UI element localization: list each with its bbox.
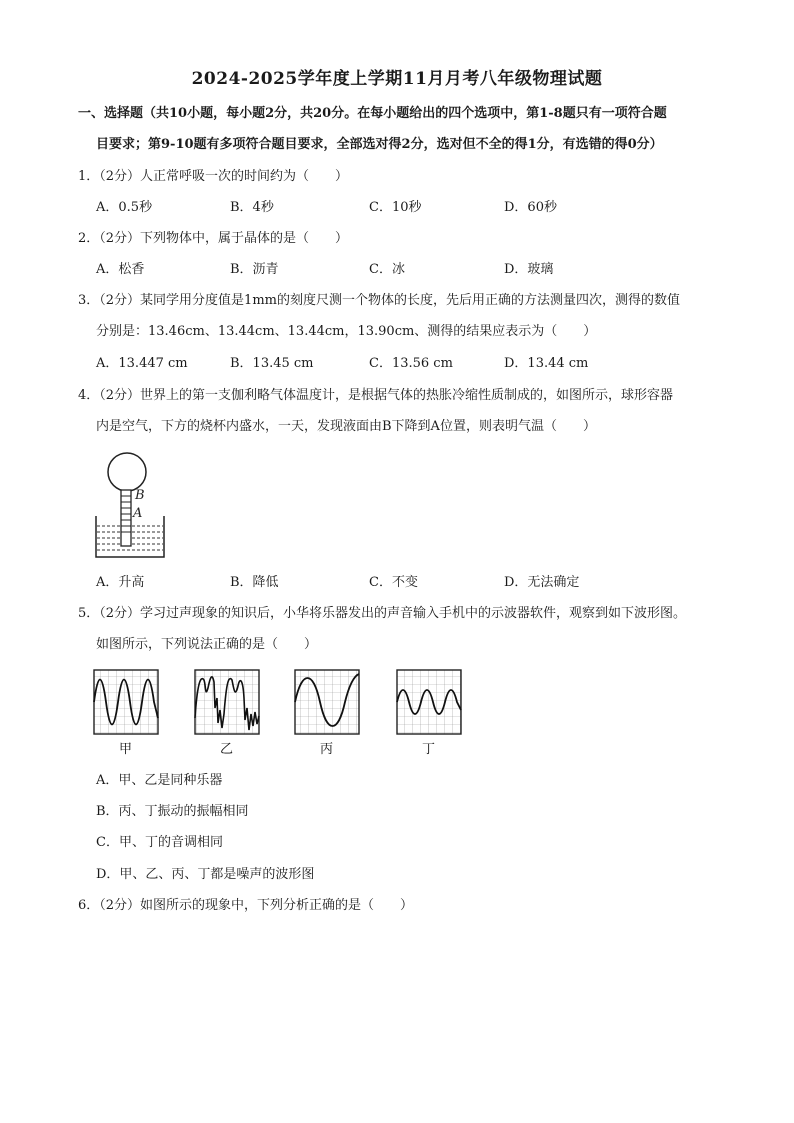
waveform-label-bing: 丙 [320, 742, 334, 757]
section-instructions-line2: 目要求；第9-10题有多项符合题目要求，全部选对得2分，选对但不全的得1分，有选错的得0分） [96, 137, 663, 152]
question-2-stem: 2．（2分）下列物体中，属于晶体的是（ ） [78, 231, 349, 246]
waveform-jia [94, 670, 158, 734]
question-4-option-d: D．无法确定 [504, 575, 580, 590]
question-1-option-b: B．4秒 [230, 200, 274, 215]
glass-tube [121, 490, 131, 546]
question-1-stem: 1．（2分）人正常呼吸一次的时间约为（ ） [78, 169, 349, 184]
question-5-option-b: B．丙、丁振动的振幅相同 [96, 804, 249, 819]
question-5-stem-line1: 5．（2分）学习过声现象的知识后，小华将乐器发出的声音输入手机中的示波器软件，观察到如下波形图。 [78, 606, 687, 621]
waveform-yi [195, 670, 259, 734]
question-4-option-a: A．升高 [96, 575, 145, 590]
question-3-option-c: C．13.56 cm [369, 356, 453, 371]
question-6-stem: 6．（2分）如图所示的现象中，下列分析正确的是（ ） [78, 898, 414, 913]
waveform-label-yi: 乙 [220, 742, 234, 757]
question-1-option-c: C．10秒 [369, 200, 422, 215]
question-1-option-d: D．60秒 [504, 200, 557, 215]
section-instructions-line1: 一、选择题（共10小题，每小题2分，共20分。在每小题给出的四个选项中，第1-8题只有一项符合题 [78, 106, 667, 121]
question-3-stem-line2: 分别是：13.46cm、13.44cm、13.44cm，13.90cm、测得的结果应表示为（ ） [96, 324, 597, 339]
question-5-option-c: C．甲、丁的音调相同 [96, 835, 223, 850]
question-3-option-a: A．13.447 cm [96, 356, 188, 371]
question-5-option-a: A．甲、乙是同种乐器 [96, 773, 223, 788]
question-4-stem-line1: 4．（2分）世界上的第一支伽利略气体温度计，是根据气体的热胀冷缩性质制成的，如图所示，球形容器 [78, 388, 674, 403]
question-4-stem-line2: 内是空气，下方的烧杯内盛水，一天，发现液面由B下降到A位置，则表明气温（ ） [96, 419, 596, 434]
question-2-option-c: C．冰 [369, 262, 405, 277]
oscilloscope-waveforms [92, 668, 472, 760]
galileo-thermometer-figure [92, 450, 172, 562]
question-2-option-a: A．松香 [96, 262, 145, 277]
question-1-option-a: A．0.5秒 [96, 200, 153, 215]
question-3-option-b: B．13.45 cm [230, 356, 314, 371]
question-5-stem-line2: 如图所示，下列说法正确的是（ ） [96, 637, 318, 652]
page-title: 2024-2025学年度上学期11月月考八年级物理试题 [191, 69, 603, 89]
question-4-option-b: B．降低 [230, 575, 279, 590]
question-2-option-d: D．玻璃 [504, 262, 554, 277]
waveform-label-jia: 甲 [119, 742, 133, 757]
waveform-ding [397, 670, 461, 734]
glass-bulb [108, 453, 146, 491]
question-5-option-d: D．甲、乙、丙、丁都是噪声的波形图 [96, 867, 315, 882]
question-3-stem-line1: 3．（2分）某同学用分度值是1mm的刻度尺测一个物体的长度，先后用正确的方法测量四次，测得的数值 [78, 293, 680, 308]
waveform-bing [295, 670, 359, 734]
waveform-label-ding: 丁 [422, 742, 436, 757]
question-4-option-c: C．不变 [369, 575, 418, 590]
label-b: B [135, 488, 145, 503]
question-3-option-d: D．13.44 cm [504, 356, 589, 371]
label-a: A [133, 506, 143, 521]
question-2-option-b: B．沥青 [230, 262, 279, 277]
